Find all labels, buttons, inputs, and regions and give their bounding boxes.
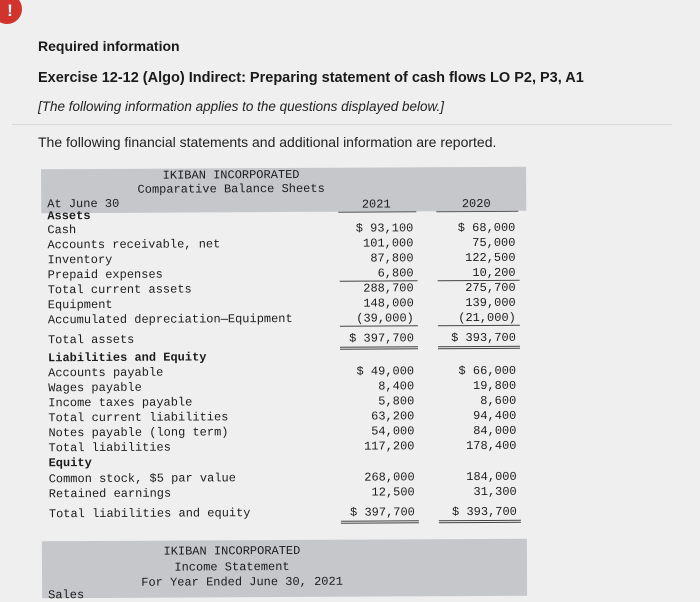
statement-title: Comparative Balance Sheets bbox=[137, 181, 325, 197]
row-label: Wages payable bbox=[48, 380, 142, 396]
value-2021: 101,000 bbox=[362, 236, 414, 251]
row-label: Notes payable (long term) bbox=[48, 425, 229, 441]
as-of-label: At June 30 bbox=[47, 196, 120, 212]
row-label: Accounts receivable, net bbox=[47, 237, 221, 253]
value-2021: 268,000 bbox=[364, 470, 415, 485]
row-label: Cash bbox=[47, 223, 77, 238]
row-label: Total liabilities and equity bbox=[48, 506, 251, 522]
value-2020: $ 66,000 bbox=[458, 363, 517, 379]
value-2021: $ 49,000 bbox=[356, 364, 415, 379]
total-double-underline bbox=[439, 522, 521, 523]
income-statement bbox=[42, 539, 527, 602]
income-statement-period: For Year Ended June 30, 2021 bbox=[141, 574, 343, 590]
row-label: Total assets bbox=[47, 332, 135, 348]
exercise-title: Exercise 12-12 (Algo) Indirect: Preparing statement of cash flows LO P2, P3, A1 bbox=[38, 70, 584, 86]
value-2020: 10,200 bbox=[472, 265, 516, 281]
subtotal-underline bbox=[340, 325, 418, 326]
row-label: Accounts payable bbox=[48, 365, 164, 381]
value-2021: 288,700 bbox=[363, 281, 414, 296]
value-2021: 63,200 bbox=[371, 409, 415, 424]
value-2021: 117,200 bbox=[364, 439, 415, 454]
balance-sheet bbox=[41, 167, 528, 532]
value-2020: 178,400 bbox=[466, 438, 517, 454]
value-2020: 84,000 bbox=[473, 423, 517, 439]
value-2021: 148,000 bbox=[363, 296, 414, 311]
alert-icon: ! bbox=[0, 0, 22, 24]
row-label: Liabilities and Equity bbox=[48, 350, 207, 366]
value-2020: $ 393,700 bbox=[451, 330, 516, 346]
row-label: Prepaid expenses bbox=[47, 267, 163, 283]
year-underline bbox=[436, 211, 518, 212]
required-info-heading: Required information bbox=[38, 38, 180, 54]
row-label: Retained earnings bbox=[48, 486, 172, 502]
company-name: IKIBAN INCORPORATED bbox=[162, 167, 300, 183]
value-2020: 75,000 bbox=[472, 235, 516, 251]
value-2021: 12,500 bbox=[371, 485, 415, 500]
value-2020: 8,600 bbox=[480, 393, 517, 408]
value-2021: 87,800 bbox=[370, 251, 414, 266]
row-label: Equipment bbox=[47, 297, 113, 313]
value-2021: 5,800 bbox=[378, 394, 415, 409]
value-2020: 139,000 bbox=[465, 295, 516, 311]
row-label: Accumulated depreciation—Equipment bbox=[47, 311, 293, 328]
income-company-name: IKIBAN INCORPORATED bbox=[163, 543, 301, 559]
sales-label: Sales bbox=[48, 588, 85, 602]
year-column-2020: 2020 bbox=[461, 196, 491, 212]
row-label: Common stock, $5 par value bbox=[48, 471, 236, 487]
row-label: Total current liabilities bbox=[48, 410, 229, 426]
total-double-underline bbox=[340, 348, 418, 349]
value-2020: $ 68,000 bbox=[457, 220, 516, 236]
year-underline bbox=[338, 211, 416, 212]
value-2021: (39,000) bbox=[356, 311, 414, 326]
row-label: Total current assets bbox=[47, 282, 192, 298]
value-2020: 31,300 bbox=[473, 484, 517, 500]
row-label: Total liabilities bbox=[48, 440, 171, 456]
value-2021: 6,800 bbox=[377, 266, 414, 281]
income-statement-title: Income Statement bbox=[174, 559, 290, 575]
total-double-underline bbox=[341, 522, 419, 523]
row-label: Income taxes payable bbox=[48, 395, 193, 411]
row-label: Assets bbox=[47, 209, 91, 224]
intro-text: The following financial statements and additional information are reported. bbox=[38, 134, 497, 150]
value-2020: 275,700 bbox=[465, 280, 516, 296]
total-double-underline bbox=[438, 348, 520, 349]
value-2021: $ 93,100 bbox=[355, 221, 414, 236]
instruction-note: [The following information applies to the questions displayed below.] bbox=[38, 99, 444, 114]
value-2020: 19,800 bbox=[472, 378, 517, 394]
row-label: Equity bbox=[48, 456, 92, 471]
value-2020: 122,500 bbox=[465, 250, 516, 266]
value-2020: 184,000 bbox=[466, 469, 517, 485]
subtotal-underline bbox=[438, 325, 520, 326]
value-2021: 8,400 bbox=[378, 379, 415, 394]
row-label: Inventory bbox=[47, 252, 113, 268]
divider bbox=[12, 124, 672, 125]
value-2021: $ 397,700 bbox=[349, 331, 414, 346]
value-2020: $ 393,700 bbox=[452, 504, 517, 520]
year-column-2021: 2021 bbox=[361, 197, 391, 212]
value-2020: (21,000) bbox=[458, 310, 516, 326]
value-2021: $ 397,700 bbox=[350, 505, 415, 520]
value-2021: 54,000 bbox=[371, 424, 415, 439]
value-2020: 94,400 bbox=[473, 408, 517, 424]
